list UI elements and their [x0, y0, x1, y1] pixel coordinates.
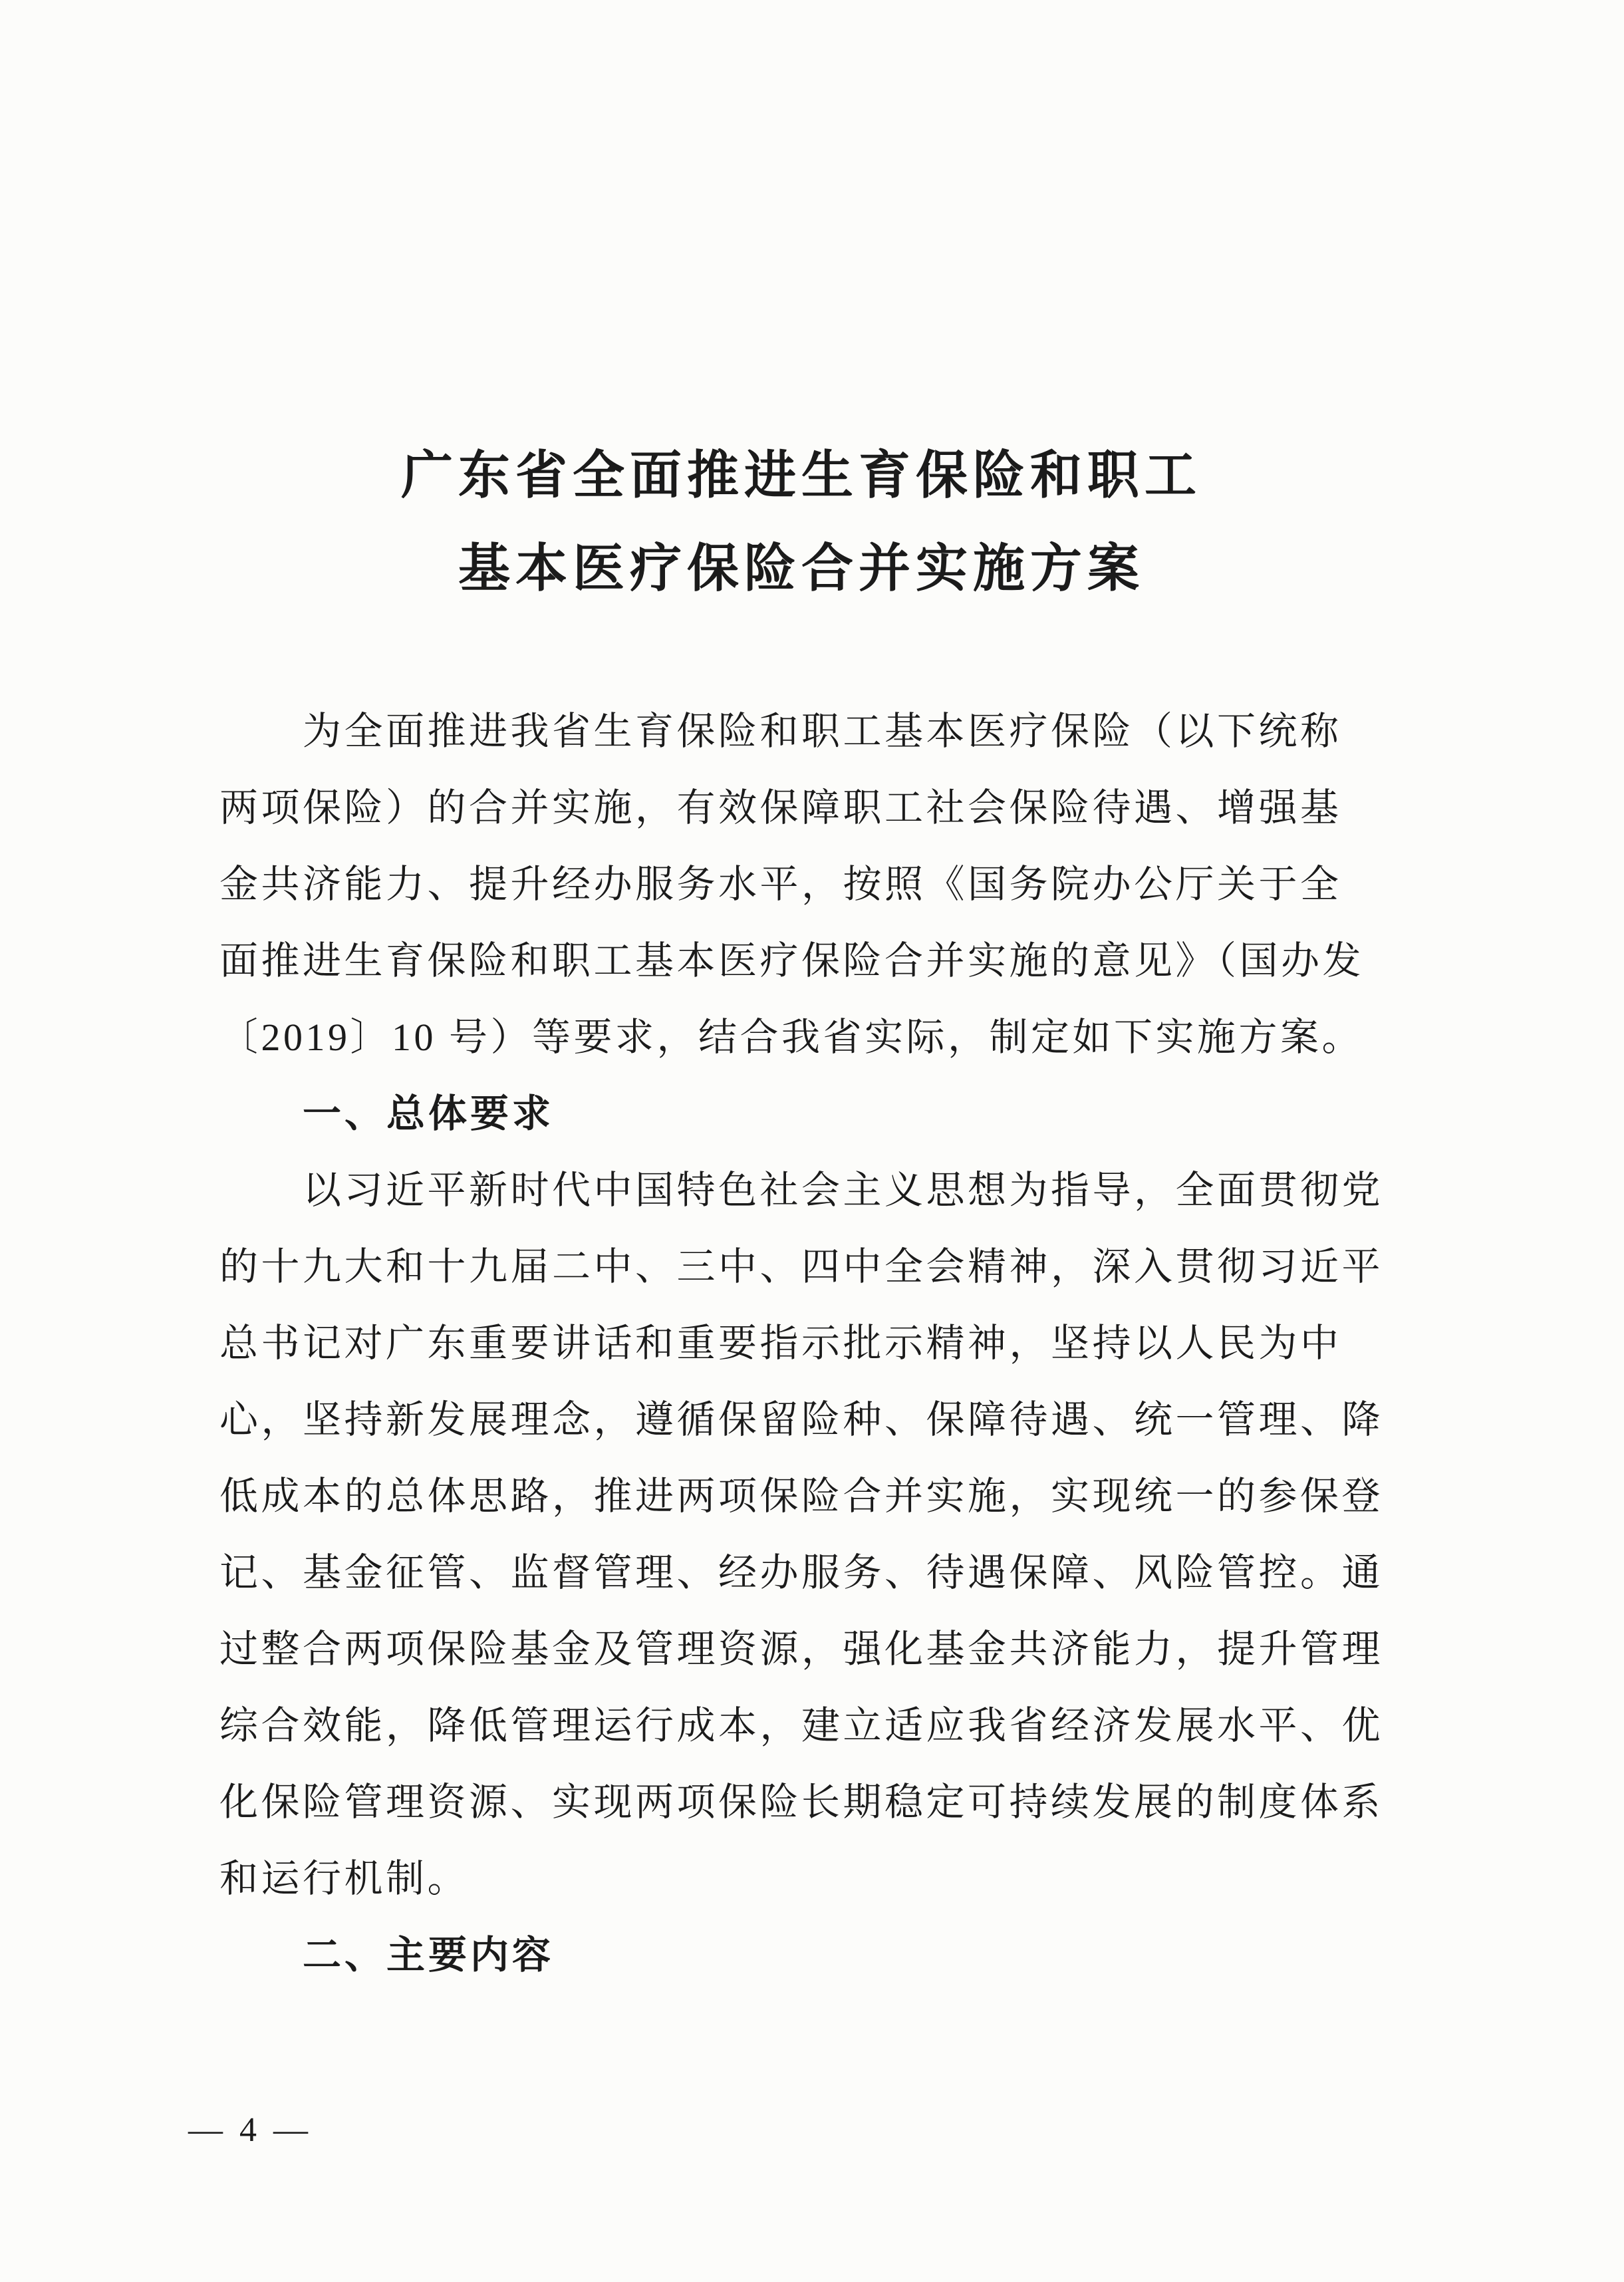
body-text-line: 以习近平新时代中国特色社会主义思想为指导，全面贯彻党 — [303, 1169, 1384, 1212]
body-text-line: 金共济能力、提升经办服务水平，按照《国务院办公厅关于全 — [219, 863, 1342, 906]
section-heading: 二、主要内容 — [303, 1933, 555, 1977]
body-text-line: 面推进生育保险和职工基本医疗保险合并实施的意见》（国办发 — [219, 939, 1365, 982]
body-text-line: 化保险管理资源、实现两项保险长期稳定可持续发展的制度体系 — [219, 1781, 1384, 1824]
page-number: — 4 — — [188, 2111, 312, 2149]
body-text-line: 两项保险）的合并实施，有效保障职工社会保险待遇、增强基 — [219, 786, 1342, 829]
body-text-line: 低成本的总体思路，推进两项保险合并实施，实现统一的参保登 — [219, 1475, 1384, 1518]
body-text-line: 〔2019〕10 号）等要求，结合我省实际，制定如下实施方案。 — [219, 1016, 1364, 1059]
body-text-line: 综合效能，降低管理运行成本，建立适应我省经济发展水平、优 — [219, 1704, 1384, 1747]
body-text-line: 和运行机制。 — [219, 1857, 470, 1900]
body-text-line: 记、基金征管、监督管理、经办服务、待遇保障、风险管控。通 — [219, 1551, 1384, 1594]
document-body — [219, 693, 1383, 1993]
body-text-line: 为全面推进我省生育保险和职工基本医疗保险（以下统称 — [303, 710, 1342, 753]
document-title-line-1: 广东省全面推进生育保险和职工 — [400, 446, 1202, 504]
body-text-line: 过整合两项保险基金及管理资源，强化基金共济能力，提升管理 — [219, 1628, 1384, 1671]
document-title-line-2: 基本医疗保险合并实施方案 — [458, 539, 1145, 597]
document-title — [219, 429, 1383, 615]
section-heading: 一、总体要求 — [303, 1092, 555, 1135]
body-text-line: 的十九大和十九届二中、三中、四中全会精神，深入贯彻习近平 — [219, 1245, 1384, 1288]
body-text-line: 总书记对广东重要讲话和重要指示批示精神，坚持以人民为中 — [219, 1322, 1342, 1365]
body-text-line: 心，坚持新发展理念，遵循保留险种、保障待遇、统一管理、降 — [219, 1398, 1384, 1441]
